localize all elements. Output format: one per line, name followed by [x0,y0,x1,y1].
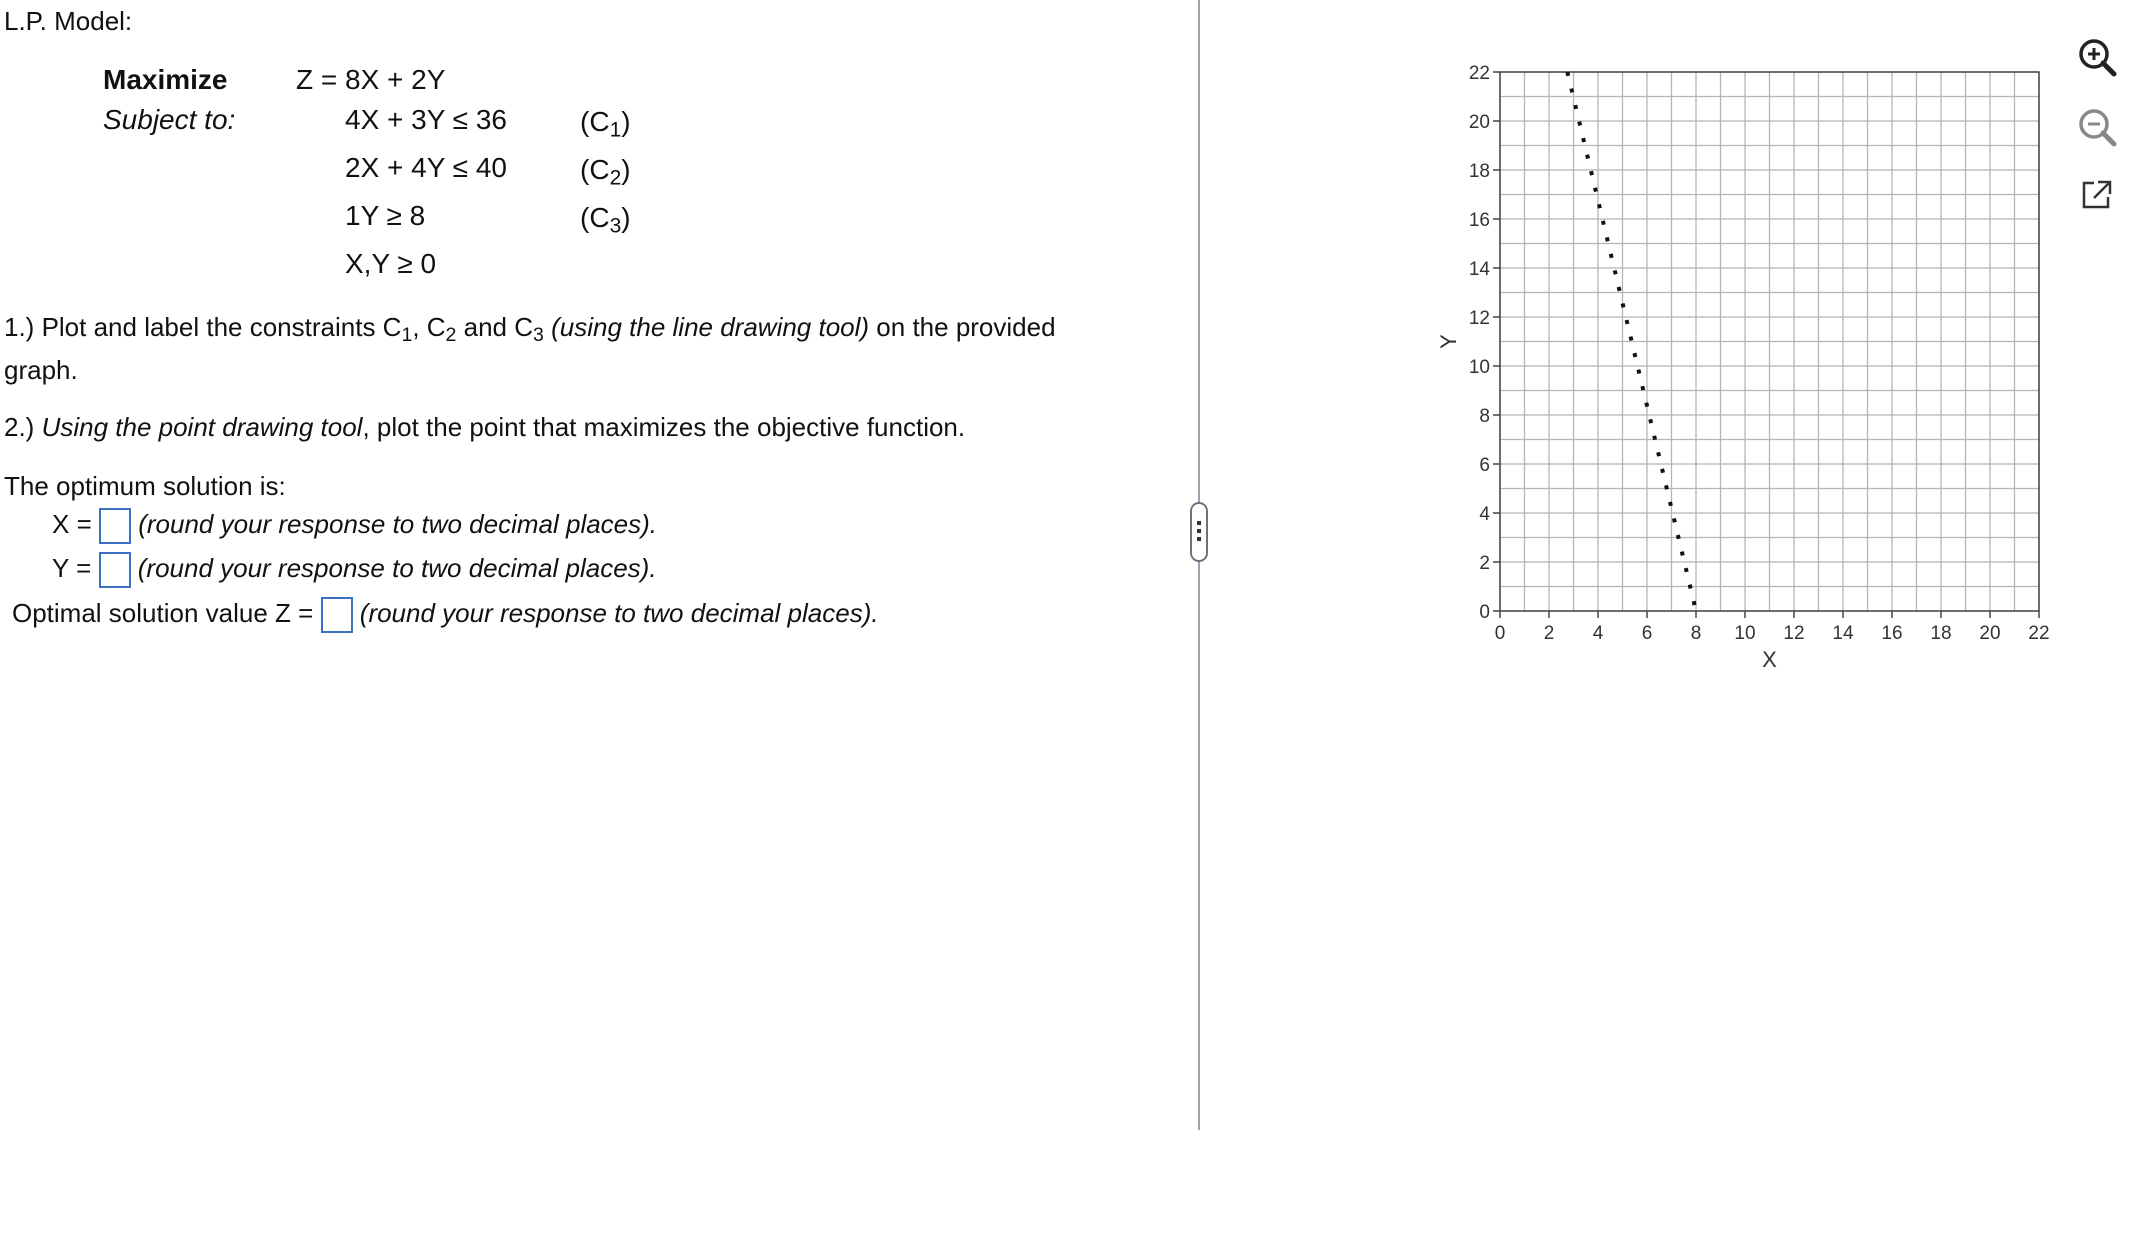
graph-grid [1500,72,2039,611]
graph-axes [1469,63,2050,644]
question-1-line2: graph. [4,355,78,385]
z-label: Optimal solution value Z = [12,597,314,628]
x-tick-label: 18 [1930,623,1952,644]
objective-function: Z = 8X + 2Y [296,64,446,95]
y-hint: (round your response to two decimal places). [137,552,657,583]
y-tick-label: 10 [1468,357,1490,378]
zoom-in-icon [2081,41,2114,74]
x-tick-label: 10 [1734,623,1756,644]
y-tick-label: 22 [1468,63,1490,84]
y-tick-label: 0 [1479,602,1490,623]
y-tick-label: 8 [1479,406,1490,427]
x-tick-label: 8 [1690,623,1702,644]
y-axis-label: Y [1436,334,1461,349]
panel-divider [1198,0,1200,1130]
x-answer-input[interactable] [99,508,131,544]
x-tick-label: 4 [1592,623,1604,644]
constraint-expr-3: 1Y ≥ 8 [345,200,426,231]
subject-to-label: Subject to: [103,104,236,135]
x-tick-label: 2 [1543,623,1555,644]
page-title: L.P. Model: [4,6,133,36]
y-tick-label: 6 [1479,455,1490,476]
zoom-out-button[interactable] [2074,104,2120,150]
x-tick-label: 22 [2028,623,2050,644]
x-axis-label: X [1762,647,1777,672]
y-tick-label: 18 [1468,161,1490,182]
y-label: Y = [52,552,92,583]
y-tick-label: 2 [1479,553,1490,574]
z-hint: (round your response to two decimal places). [359,597,879,628]
maximize-label: Maximize [103,64,228,95]
constraint-expr-1: 4X + 3Y ≤ 36 [345,104,507,135]
x-tick-label: 0 [1494,623,1506,644]
x-hint: (round your response to two decimal places). [138,508,658,539]
z-answer-input[interactable] [321,597,353,633]
x-answer-row [52,508,657,544]
y-tick-label: 4 [1479,504,1490,525]
x-tick-label: 20 [1979,623,2001,644]
x-tick-label: 16 [1881,623,1903,644]
question-2: 2.) Using the point drawing tool, plot the point that maximizes the objective function. [4,412,966,442]
y-tick-label: 16 [1468,210,1490,231]
popout-button[interactable] [2074,172,2120,218]
y-answer-row [52,552,657,588]
x-tick-label: 14 [1832,623,1854,644]
y-tick-label: 14 [1468,259,1490,280]
zoom-out-icon [2081,111,2114,144]
y-answer-input[interactable] [99,552,131,588]
constraint-label-1: $(C_1)$ [580,106,631,142]
constraint-label-2: $(C_2)$ [580,154,631,190]
y-tick-label: 20 [1468,112,1490,133]
x-tick-label: 6 [1641,623,1653,644]
popout-icon [2084,182,2110,207]
divider-drag-handle[interactable] [1190,502,1208,562]
question-1: 1.) Plot and label the constraints $C_1$, $C_2$ and $C_3$ (using the line drawing tool) on the provided [4,312,1056,346]
z-answer-row [12,597,879,633]
constraint-expr-2: 2X + 4Y ≤ 40 [345,152,507,183]
zoom-in-button[interactable] [2074,34,2120,80]
solution-heading: The optimum solution is: [4,471,286,501]
constraint-label-3: $(C_3)$ [580,202,631,238]
x-label: X = [52,508,92,539]
lp-graph[interactable] [1420,50,2060,690]
x-tick-label: 12 [1783,623,1805,644]
nonnegativity: X,Y ≥ 0 [345,248,437,279]
y-tick-label: 12 [1468,308,1490,329]
